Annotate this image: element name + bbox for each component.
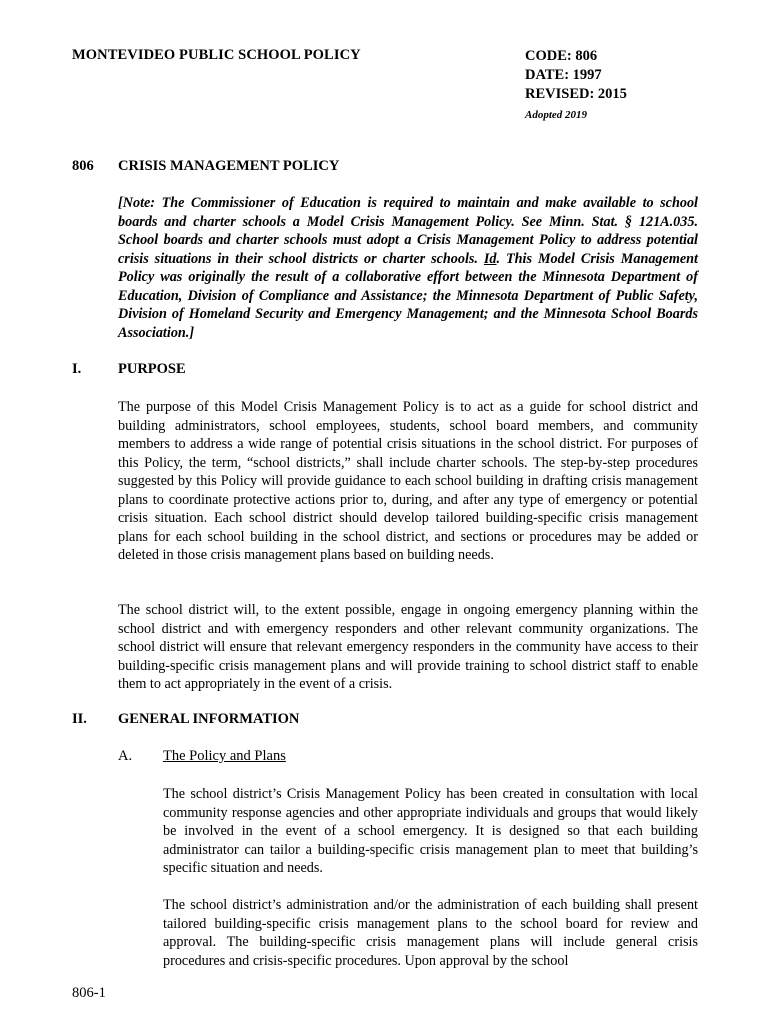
policy-number: 806	[72, 158, 94, 174]
policy-revised: REVISED: 2015	[525, 86, 627, 102]
policy-plans-paragraph-1: The school district’s Crisis Management Policy has been created in consultation with local community response agencies and other appropriate individuals and groups that would likely be involved in the event of a school emergency. It is designed so that each building administrator can tailor a building-specific crisis management plan to meet that building’s specific situation and needs.	[163, 786, 698, 876]
policy-plans-paragraph-2: The school district’s administration and/or the administration of each building shall present tailored building-specific crisis management plans to the school board for review and approval. The building-specific crisis management plans will include general crisis procedures and crisis-specific procedures. Upon approval by the school	[163, 897, 698, 969]
policy-code: CODE: 806	[525, 48, 598, 64]
policy-date: DATE: 1997	[525, 67, 602, 83]
editorial-note-text-1: [Note: The Commissioner of Education is required to maintain and make available to school boards and charter schools a Model Crisis Management Policy. See Minn. Stat. § 121A.035. School boards and charter schools must adopt a Crisis Management Policy to address potential crisis situations in their school districts or charter schools.	[118, 195, 698, 267]
section-number-general: II.	[72, 711, 87, 727]
policy-org-header: MONTEVIDEO PUBLIC SCHOOL POLICY	[72, 47, 361, 63]
section-number-purpose: I.	[72, 361, 82, 377]
page-number: 806-1	[72, 985, 106, 1001]
subsection-title-a: The Policy and Plans	[163, 748, 286, 764]
purpose-paragraph-2: The school district will, to the extent possible, engage in ongoing emergency planning within the school district and with emergency responders and other relevant community organizations. The school district will ensure that relevant emergency responders in the community have access to their building-specific crisis management plans and will provide training to school district staff to enable them to act appropriately in the event of a crisis.	[118, 602, 698, 692]
subsection-letter-a: A.	[118, 748, 133, 764]
policy-adopted: Adopted 2019	[525, 109, 588, 121]
editorial-note-text-2: . This Model Crisis Management Policy was originally the result of a collaborative effort between the Minnesota Department of Education, Division of Compliance and Assistance; the Minnesota Department of Public Safety, Division of Homeland Security and Emergency Management; and the Minnesota School Boards Association.]	[118, 250, 698, 341]
editorial-note	[118, 194, 698, 342]
policy-meta-block	[525, 47, 627, 125]
section-title-purpose: PURPOSE	[118, 361, 186, 377]
purpose-paragraph-1: The purpose of this Model Crisis Management Policy is to act as a guide for school district and building administrators, school employees, students, school board members, and community members to address a wide range of potential crisis situations in the school district. For purposes of this Policy, the term, “school districts,” shall include charter schools. The step-by-step procedures suggested by this Policy will provide guidance to each school building in drafting crisis management plans to coordinate protective actions prior to, during, and after any type of emergency or potential crisis situation. Each school district should develop tailored building-specific crisis management plans for each school building in the school district, and sections or procedures may be added or deleted in those crisis management plans based on building needs.	[118, 399, 698, 563]
editorial-note-id: Id	[483, 250, 497, 267]
policy-title: CRISIS MANAGEMENT POLICY	[118, 158, 340, 174]
section-title-general: GENERAL INFORMATION	[118, 711, 300, 727]
